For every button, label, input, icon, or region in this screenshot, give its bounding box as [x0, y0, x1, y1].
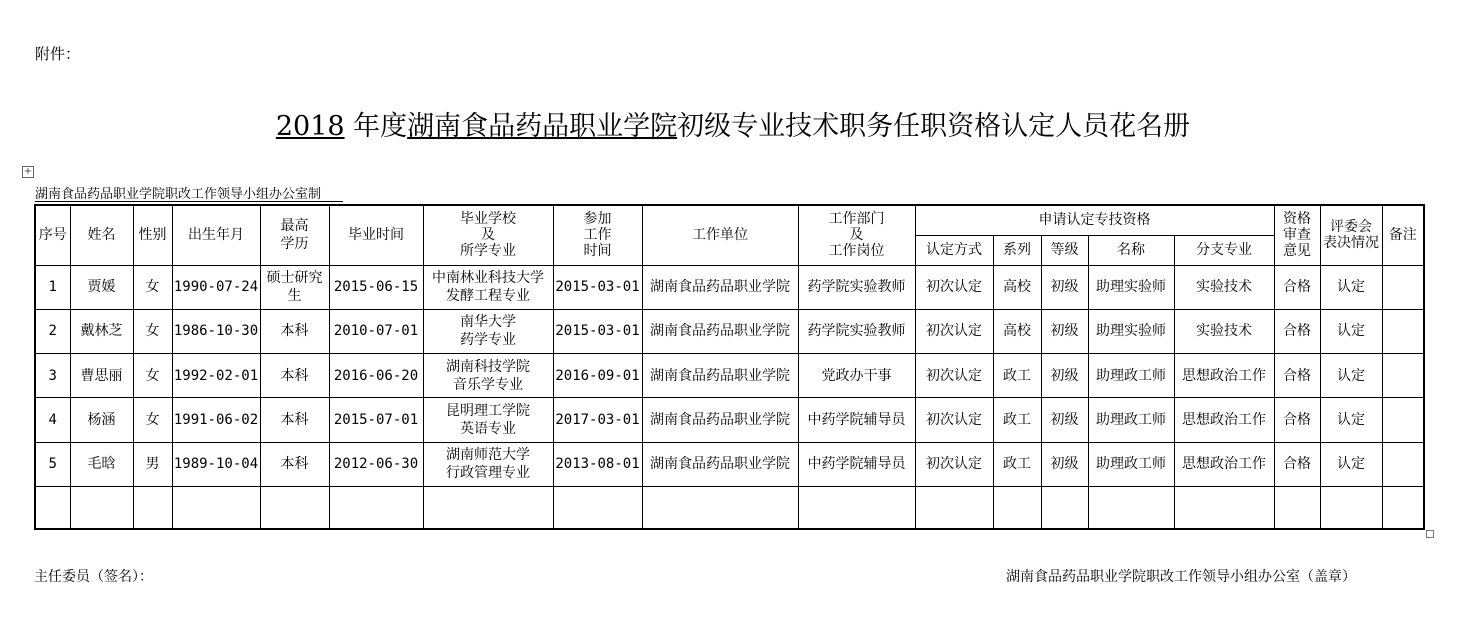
- cell-level: 初级: [1041, 398, 1088, 442]
- cell-committee: 认定: [1320, 309, 1382, 353]
- empty-cell: [1382, 487, 1424, 529]
- empty-cell: [915, 487, 993, 529]
- cell-employer: 湖南食品药品职业学院: [642, 309, 798, 353]
- cell-committee: 认定: [1320, 398, 1382, 442]
- cell-level: 初级: [1041, 354, 1088, 398]
- header-method: 认定方式: [915, 235, 993, 265]
- cell-school: 南华大学 药学专业: [423, 309, 553, 353]
- empty-cell: [1041, 487, 1088, 529]
- title-mid: 年度: [344, 111, 408, 142]
- cell-level: 初级: [1041, 265, 1088, 309]
- cell-committee: 认定: [1320, 265, 1382, 309]
- header-birth: 出生年月: [172, 205, 260, 265]
- cell-name: 戴林芝: [70, 309, 133, 353]
- empty-cell: [1320, 487, 1382, 529]
- cell-employer: 湖南食品药品职业学院: [642, 354, 798, 398]
- cell-birth: 1991-06-02: [172, 398, 260, 442]
- table-row: [35, 354, 1424, 398]
- cell-branch: 实验技术: [1174, 265, 1274, 309]
- cell-work-start: 2017-03-01: [553, 398, 642, 442]
- maker-label: 湖南食品药品职业学院职改工作领导小组办公室制: [35, 187, 322, 202]
- cell-remarks: [1382, 442, 1424, 486]
- cell-dept: 药学院实验教师: [798, 309, 915, 353]
- cell-birth: 1986-10-30: [172, 309, 260, 353]
- cell-gender: 男: [133, 442, 172, 486]
- maker-underline: [35, 201, 343, 202]
- empty-cell: [133, 487, 172, 529]
- cell-committee: 认定: [1320, 354, 1382, 398]
- director-signature-label: 主任委员（签名）：: [34, 569, 153, 585]
- cell-employer: 湖南食品药品职业学院: [642, 398, 798, 442]
- empty-cell: [993, 487, 1041, 529]
- header-employer: 工作单位: [642, 205, 798, 265]
- cell-seq: 4: [35, 398, 70, 442]
- empty-cell: [172, 487, 260, 529]
- cell-series: 高校: [993, 265, 1041, 309]
- cell-seq: 2: [35, 309, 70, 353]
- cell-dept: 中药学院辅导员: [798, 398, 915, 442]
- cell-education: 本科: [260, 354, 329, 398]
- header-review: 资格 审查 意见: [1274, 205, 1320, 265]
- title-org: 湖南食品药品职业学院: [407, 111, 678, 142]
- empty-cell: [553, 487, 642, 529]
- title-rest: 初级专业技术职务任职资格认定人员花名册: [677, 111, 1191, 142]
- cell-branch: 思想政治工作: [1174, 354, 1274, 398]
- cell-method: 初次认定: [915, 442, 993, 486]
- cell-employer: 湖南食品药品职业学院: [642, 442, 798, 486]
- header-qualification-group: 申请认定专技资格: [915, 205, 1274, 235]
- cell-grad-time: 2015-06-15: [329, 265, 423, 309]
- cell-level: 初级: [1041, 309, 1088, 353]
- header-branch: 分支专业: [1174, 235, 1274, 265]
- cell-school: 中南林业科技大学 发酵工程专业: [423, 265, 553, 309]
- header-series: 系列: [993, 235, 1041, 265]
- table-row: [35, 398, 1424, 442]
- cell-level: 初级: [1041, 442, 1088, 486]
- table-row: [35, 309, 1424, 353]
- cell-employer: 湖南食品药品职业学院: [642, 265, 798, 309]
- cell-committee: 认定: [1320, 442, 1382, 486]
- cell-title-name: 助理政工师: [1088, 354, 1174, 398]
- cell-school: 湖南科技学院 音乐学专业: [423, 354, 553, 398]
- cell-method: 初次认定: [915, 354, 993, 398]
- header-grad-time: 毕业时间: [329, 205, 423, 265]
- header-level: 等级: [1041, 235, 1088, 265]
- empty-cell: [329, 487, 423, 529]
- cell-series: 高校: [993, 309, 1041, 353]
- cell-work-start: 2013-08-01: [553, 442, 642, 486]
- table-resize-handle[interactable]: [1426, 530, 1434, 538]
- cell-work-start: 2016-09-01: [553, 354, 642, 398]
- cell-remarks: [1382, 309, 1424, 353]
- cell-name: 贾媛: [70, 265, 133, 309]
- empty-cell: [70, 487, 133, 529]
- cell-birth: 1989-10-04: [172, 442, 260, 486]
- empty-cell: [798, 487, 915, 529]
- cell-seq: 5: [35, 442, 70, 486]
- empty-cell: [642, 487, 798, 529]
- move-handle-icon[interactable]: +: [23, 166, 33, 177]
- cell-dept: 中药学院辅导员: [798, 442, 915, 486]
- cell-remarks: [1382, 398, 1424, 442]
- cell-series: 政工: [993, 354, 1041, 398]
- empty-cell: [1088, 487, 1174, 529]
- cell-method: 初次认定: [915, 398, 993, 442]
- header-row-1: [35, 205, 1424, 235]
- empty-table-row: [35, 487, 1424, 529]
- cell-gender: 女: [133, 354, 172, 398]
- cell-birth: 1990-07-24: [172, 265, 260, 309]
- cell-seq: 1: [35, 265, 70, 309]
- cell-education: 本科: [260, 309, 329, 353]
- cell-grad-time: 2010-07-01: [329, 309, 423, 353]
- roster-table: [34, 204, 1425, 530]
- cell-birth: 1992-02-01: [172, 354, 260, 398]
- cell-name: 曹思丽: [70, 354, 133, 398]
- cell-work-start: 2015-03-01: [553, 265, 642, 309]
- empty-cell: [1174, 487, 1274, 529]
- cell-grad-time: 2016-06-20: [329, 354, 423, 398]
- empty-cell: [260, 487, 329, 529]
- header-seq: 序号: [35, 205, 70, 265]
- cell-education: 本科: [260, 398, 329, 442]
- empty-cell: [1274, 487, 1320, 529]
- page-title: [0, 104, 1466, 143]
- table-row: [35, 442, 1424, 486]
- cell-remarks: [1382, 354, 1424, 398]
- header-gender: 性别: [133, 205, 172, 265]
- cell-review: 合格: [1274, 442, 1320, 486]
- cell-review: 合格: [1274, 354, 1320, 398]
- cell-work-start: 2015-03-01: [553, 309, 642, 353]
- cell-branch: 思想政治工作: [1174, 442, 1274, 486]
- cell-remarks: [1382, 265, 1424, 309]
- table-row: [35, 265, 1424, 309]
- office-seal-label: 湖南食品药品职业学院职改工作领导小组办公室（盖章）: [1006, 569, 1356, 585]
- title-year: 2018: [275, 111, 345, 142]
- cell-name: 杨涵: [70, 398, 133, 442]
- empty-cell: [35, 487, 70, 529]
- header-work-start: 参加 工作 时间: [553, 205, 642, 265]
- attachment-label: 附件：: [35, 45, 81, 63]
- cell-grad-time: 2012-06-30: [329, 442, 423, 486]
- cell-branch: 思想政治工作: [1174, 398, 1274, 442]
- cell-method: 初次认定: [915, 309, 993, 353]
- header-remarks: 备注: [1382, 205, 1424, 265]
- cell-grad-time: 2015-07-01: [329, 398, 423, 442]
- header-name: 姓名: [70, 205, 133, 265]
- cell-review: 合格: [1274, 265, 1320, 309]
- cell-method: 初次认定: [915, 265, 993, 309]
- cell-school: 昆明理工学院 英语专业: [423, 398, 553, 442]
- cell-education: 硕士研究 生: [260, 265, 329, 309]
- cell-education: 本科: [260, 442, 329, 486]
- cell-review: 合格: [1274, 398, 1320, 442]
- header-school: 毕业学校 及 所学专业: [423, 205, 553, 265]
- empty-cell: [423, 487, 553, 529]
- cell-title-name: 助理政工师: [1088, 398, 1174, 442]
- cell-name: 毛晗: [70, 442, 133, 486]
- cell-title-name: 助理实验师: [1088, 265, 1174, 309]
- cell-gender: 女: [133, 309, 172, 353]
- header-title-name: 名称: [1088, 235, 1174, 265]
- header-education: 最高 学历: [260, 205, 329, 265]
- cell-series: 政工: [993, 398, 1041, 442]
- cell-school: 湖南师范大学 行政管理专业: [423, 442, 553, 486]
- cell-gender: 女: [133, 398, 172, 442]
- cell-branch: 实验技术: [1174, 309, 1274, 353]
- cell-title-name: 助理实验师: [1088, 309, 1174, 353]
- cell-review: 合格: [1274, 309, 1320, 353]
- cell-dept: 药学院实验教师: [798, 265, 915, 309]
- cell-gender: 女: [133, 265, 172, 309]
- cell-dept: 党政办干事: [798, 354, 915, 398]
- header-committee: 评委会 表决情况: [1320, 205, 1382, 265]
- cell-title-name: 助理政工师: [1088, 442, 1174, 486]
- header-dept: 工作部门 及 工作岗位: [798, 205, 915, 265]
- cell-series: 政工: [993, 442, 1041, 486]
- cell-seq: 3: [35, 354, 70, 398]
